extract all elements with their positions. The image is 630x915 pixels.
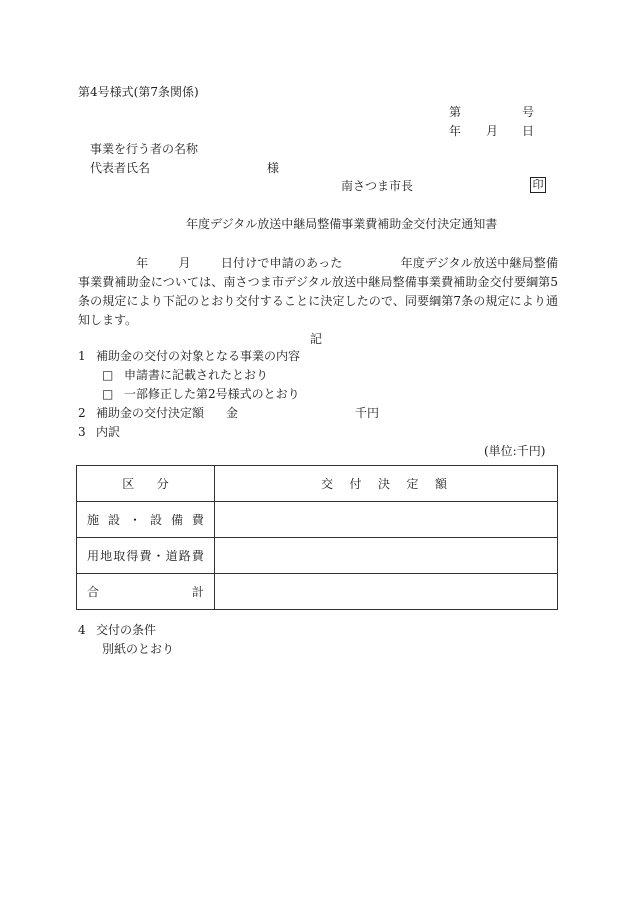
row-label-char: 用 (87, 548, 100, 563)
ki-mark: 記 (310, 332, 323, 346)
representative-label: 代表者氏名 (90, 161, 151, 175)
item-2-unit: 千円 (355, 406, 380, 420)
item-4-text: 別紙のとおり (102, 642, 175, 656)
doc-number-dai: 第 (449, 105, 462, 119)
row-label-char: 備 (170, 512, 183, 527)
form-label: 第4号様式(第7条関係) (78, 85, 199, 99)
row-label-char: 費 (191, 512, 204, 527)
document-title: 年度デジタル放送中継局整備事業費補助金交付決定通知書 (186, 217, 498, 231)
doc-number-go: 号 (522, 105, 535, 119)
body-paragraph (78, 254, 558, 330)
row-label-facility (77, 502, 215, 538)
option-1-text: 申請書に記載されたとおり (124, 368, 269, 382)
row-label-char: 設 (149, 512, 162, 527)
seal-mark: 印 (530, 177, 546, 193)
header-amount-char: 決 (377, 476, 390, 491)
body-text-b: 年度デジタル放送中継局整備事業費補助金については、南さつま市デジタル放送中継局整備事業費補助金交付要綱第5条の規定により下記のとおり交付することに決定したので、同要綱第7条の規定により通知します。 (78, 256, 558, 327)
row-value-total[interactable] (215, 574, 558, 610)
option-2-checkbox[interactable]: □ (102, 387, 114, 401)
option-1-checkbox[interactable]: □ (102, 368, 114, 382)
body-year: 年 (136, 256, 149, 270)
row-label-char: 取 (113, 548, 126, 563)
row-label-char: 路 (178, 548, 191, 563)
row-label-total (77, 574, 215, 610)
header-amount-char: 定 (406, 476, 419, 491)
date-day: 日 (522, 124, 535, 138)
row-label-land-road (77, 538, 215, 574)
table-row (77, 502, 558, 538)
item-4-label: 交付の条件 (96, 623, 157, 637)
header-category-char: 分 (156, 476, 169, 491)
item-1-label: 補助金の交付の対象となる事業の内容 (96, 349, 301, 363)
date-month: 月 (486, 124, 499, 138)
row-label-char: 費 (139, 548, 152, 563)
row-label-char: 合 (87, 584, 100, 599)
table-header-row (77, 466, 558, 502)
row-label-char: 設 (107, 512, 120, 527)
row-label-char: 計 (191, 584, 204, 599)
row-label-char: 地 (100, 548, 113, 563)
header-amount (215, 466, 558, 502)
header-category (77, 466, 215, 502)
table-row (77, 574, 558, 610)
table-row (77, 538, 558, 574)
header-amount-char: 付 (349, 476, 362, 491)
row-label-char: 費 (191, 548, 204, 563)
row-value-facility[interactable] (215, 502, 558, 538)
row-label-char: 施 (87, 512, 100, 527)
date-year: 年 (449, 124, 462, 138)
unit-note: (単位:千円) (484, 444, 546, 458)
row-value-land-road[interactable] (215, 538, 558, 574)
sama-honorific: 様 (267, 161, 280, 175)
item-2-label: 補助金の交付決定額 (96, 406, 205, 420)
item-3-label: 内訳 (96, 425, 121, 439)
body-month: 月 (178, 256, 191, 270)
header-amount-char: 交 (321, 476, 334, 491)
row-label-char: ・ (128, 512, 141, 527)
header-amount-char: 額 (434, 476, 447, 491)
issuer-title: 南さつま市長 (341, 179, 414, 193)
body-text-a: 日付けで申請のあった (220, 256, 343, 270)
item-2-number: 2 (78, 406, 86, 420)
item-4-number: 4 (78, 623, 86, 637)
item-1-number: 1 (78, 349, 86, 363)
option-2-text: 一部修正した第2号様式のとおり (124, 387, 300, 401)
business-name-label: 事業を行う者の名称 (90, 142, 199, 156)
item-2-kin: 金 (226, 406, 239, 420)
row-label-char: ・ (152, 548, 165, 563)
header-category-char: 区 (122, 476, 135, 491)
row-label-char: 道 (165, 548, 178, 563)
row-label-char: 得 (126, 548, 139, 563)
item-3-number: 3 (78, 425, 86, 439)
breakdown-table (76, 465, 558, 610)
